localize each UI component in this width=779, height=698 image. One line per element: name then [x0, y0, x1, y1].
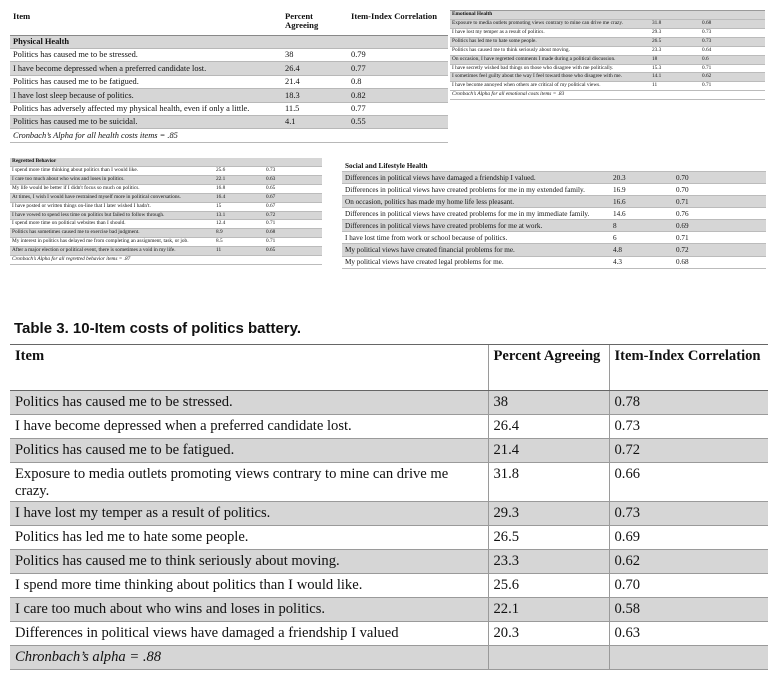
header-row — [10, 345, 768, 391]
emotional-health-table — [450, 10, 765, 100]
item-index-correlation: 0.73 — [264, 166, 322, 175]
item-text: Politics has caused me to be fatigued. — [10, 439, 488, 463]
item-text: I care too much about who wins and loses in politics. — [10, 175, 214, 184]
percent-agreeing: 14.6 — [610, 208, 673, 220]
section-row — [342, 160, 766, 172]
cronbach-alpha: Cronbach’s Alpha for all health costs items = .85 — [10, 129, 448, 142]
item-text: Exposure to media outlets promoting views contrary to mine can drive me crazy. — [10, 463, 488, 502]
item-text: I have lost time from work or school because of politics. — [342, 232, 610, 244]
item-text: My interest in politics has delayed me from completing an assignment, task, or job. — [10, 238, 214, 247]
table-row — [450, 37, 765, 46]
item-index-correlation: 0.71 — [264, 220, 322, 229]
percent-agreeing: 29.3 — [650, 28, 700, 37]
table-row — [342, 256, 766, 268]
percent-agreeing: 22.1 — [488, 598, 609, 622]
item-index-correlation: 0.73 — [609, 502, 768, 526]
section-title: Physical Health — [10, 35, 448, 48]
percent-agreeing: 26.5 — [650, 37, 700, 46]
empty-cell — [609, 646, 768, 670]
item-index-correlation: 0.71 — [700, 64, 765, 73]
table-row — [450, 73, 765, 82]
alpha-row — [10, 129, 448, 142]
item-text: I spend more time thinking about politics than I would like. — [10, 574, 488, 598]
item-index-correlation: 0.71 — [673, 232, 766, 244]
percent-agreeing: 22.1 — [214, 175, 264, 184]
percent-agreeing: 8 — [610, 220, 673, 232]
percent-agreeing: 31.8 — [488, 463, 609, 502]
table3-title: Table 3. 10-Item costs of politics battery. — [14, 320, 302, 337]
item-text: Differences in political views have damaged a friendship I valued — [10, 622, 488, 646]
cronbach-alpha: Cronbach’s Alpha for all emotional costs items = .83 — [450, 91, 765, 100]
alpha-row — [10, 256, 322, 265]
percent-agreeing: 20.3 — [488, 622, 609, 646]
section-title: Emotional Health — [450, 11, 765, 19]
item-index-correlation: 0.70 — [673, 172, 766, 184]
emotional-health-body — [450, 11, 765, 100]
item-index-correlation: 0.73 — [609, 415, 768, 439]
item-index-correlation: 0.67 — [264, 202, 322, 211]
item-index-correlation: 0.77 — [348, 62, 448, 75]
item-index-correlation: 0.69 — [609, 526, 768, 550]
physical-health-table — [10, 10, 448, 143]
item-text: I have lost my temper as a result of politics. — [450, 28, 650, 37]
percent-agreeing: 20.3 — [610, 172, 673, 184]
table-row — [10, 202, 322, 211]
table-row — [450, 19, 765, 28]
item-index-correlation: 0.72 — [673, 244, 766, 256]
item-index-correlation: 0.68 — [264, 229, 322, 238]
percent-agreeing: 18.3 — [282, 89, 348, 102]
percent-agreeing: 25.6 — [214, 166, 264, 175]
percent-agreeing: 16.6 — [610, 196, 673, 208]
item-index-correlation: 0.69 — [673, 220, 766, 232]
percent-agreeing: 4.8 — [610, 244, 673, 256]
item-text: After a major election or political event, there is sometimes a void in my life. — [10, 247, 214, 256]
item-text: I have become depressed when a preferred candidate lost. — [10, 415, 488, 439]
item-index-correlation: 0.63 — [609, 622, 768, 646]
table3 — [10, 344, 768, 670]
percent-agreeing: 11.5 — [282, 102, 348, 115]
header-item-index-correlation: Item-Index Correlation — [609, 345, 768, 391]
table3-body — [10, 345, 768, 670]
table-row — [10, 415, 768, 439]
table-row — [10, 550, 768, 574]
table-row — [10, 391, 768, 415]
table-row — [342, 184, 766, 196]
item-text: My life would be better if I didn't focus so much on politics. — [10, 184, 214, 193]
item-text: I spend more time thinking about politics than I would like. — [10, 166, 214, 175]
item-text: Politics has caused me to think seriously about moving. — [450, 46, 650, 55]
item-index-correlation: 0.72 — [609, 439, 768, 463]
cronbach-alpha: Cronbach’s Alpha for all regretted behavior items = .87 — [10, 256, 322, 265]
item-index-correlation: 0.6 — [700, 55, 765, 64]
table-row — [10, 502, 768, 526]
table-row — [10, 166, 322, 175]
item-text: I have vowed to spend less time on politics but failed to follow through. — [10, 211, 214, 220]
item-index-correlation: 0.73 — [700, 28, 765, 37]
table-row — [342, 196, 766, 208]
section-row — [450, 11, 765, 19]
percent-agreeing: 29.3 — [488, 502, 609, 526]
percent-agreeing: 38 — [282, 48, 348, 61]
table-row — [10, 89, 448, 102]
percent-agreeing: 38 — [488, 391, 609, 415]
table-row — [342, 244, 766, 256]
percent-agreeing: 4.3 — [610, 256, 673, 268]
item-index-correlation: 0.73 — [700, 37, 765, 46]
item-text: I have posted or written things on-line that I later wished I hadn't. — [10, 202, 214, 211]
item-index-correlation: 0.64 — [700, 46, 765, 55]
table-row — [10, 48, 448, 61]
item-text: On occasion, I have regretted comments I made during a political discussion. — [450, 55, 650, 64]
percent-agreeing: 26.4 — [488, 415, 609, 439]
item-index-correlation: 0.62 — [700, 73, 765, 82]
item-index-correlation: 0.71 — [700, 82, 765, 91]
percent-agreeing: 4.1 — [282, 115, 348, 128]
alpha-row — [450, 91, 765, 100]
cronbach-alpha: Chronbach’s alpha = .88 — [10, 646, 488, 670]
regretted-behavior-table — [10, 158, 322, 265]
header-percent-agreeing: Percent Agreeing — [488, 345, 609, 391]
section-row — [10, 35, 448, 48]
item-index-correlation: 0.62 — [609, 550, 768, 574]
table-row — [10, 193, 322, 202]
percent-agreeing: 16.9 — [610, 184, 673, 196]
item-index-correlation: 0.77 — [348, 102, 448, 115]
percent-agreeing: 8.5 — [214, 238, 264, 247]
table-row — [10, 526, 768, 550]
alpha-row — [10, 646, 768, 670]
percent-agreeing: 16.4 — [214, 193, 264, 202]
item-index-correlation: 0.66 — [609, 463, 768, 502]
item-index-correlation: 0.70 — [609, 574, 768, 598]
table-row — [10, 62, 448, 75]
item-text: My political views have created financial problems for me. — [342, 244, 610, 256]
percent-agreeing: 13.1 — [214, 211, 264, 220]
item-index-correlation: 0.65 — [264, 247, 322, 256]
percent-agreeing: 11 — [214, 247, 264, 256]
item-text: Politics has caused me to be stressed. — [10, 48, 282, 61]
table-row — [10, 439, 768, 463]
item-index-correlation: 0.58 — [609, 598, 768, 622]
table-row — [342, 220, 766, 232]
section-row — [10, 158, 322, 166]
item-index-correlation: 0.71 — [673, 196, 766, 208]
social-lifestyle-table — [342, 160, 766, 269]
percent-agreeing: 6 — [610, 232, 673, 244]
item-text: I have become annoyed when others are critical of my political views. — [450, 82, 650, 91]
item-text: I sometimes feel guilty about the way I feel toward those who disagree with me. — [450, 73, 650, 82]
table-row — [450, 64, 765, 73]
percent-agreeing: 16.8 — [214, 184, 264, 193]
item-text: I care too much about who wins and loses in politics. — [10, 598, 488, 622]
table-row — [10, 211, 322, 220]
percent-agreeing: 12.4 — [214, 220, 264, 229]
table-row — [450, 46, 765, 55]
item-index-correlation: 0.65 — [264, 184, 322, 193]
table-row — [10, 574, 768, 598]
item-text: Exposure to media outlets promoting views contrary to mine can drive me crazy. — [450, 19, 650, 28]
item-text: I have lost sleep because of politics. — [10, 89, 282, 102]
item-text: Politics has led me to hate some people. — [450, 37, 650, 46]
percent-agreeing: 18 — [650, 55, 700, 64]
table-row — [10, 220, 322, 229]
item-index-correlation: 0.70 — [673, 184, 766, 196]
table-row — [450, 55, 765, 64]
physical-health-body — [10, 10, 448, 142]
item-text: Politics has caused me to think seriously about moving. — [10, 550, 488, 574]
item-text: At times, I wish I would have restrained myself more in political conversations. — [10, 193, 214, 202]
table-row — [10, 75, 448, 88]
table-row — [10, 229, 322, 238]
regretted-behavior-body — [10, 158, 322, 265]
item-text: Politics has adversely affected my physical health, even if only a little. — [10, 102, 282, 115]
percent-agreeing: 31.8 — [650, 19, 700, 28]
item-text: I have secretly wished bad things on those who disagree with me politically. — [450, 64, 650, 73]
header-item: Item — [10, 10, 282, 35]
item-text: Politics has sometimes caused me to exercise bad judgment. — [10, 229, 214, 238]
header-item: Item — [10, 345, 488, 391]
table-row — [10, 184, 322, 193]
item-text: Politics has led me to hate some people. — [10, 526, 488, 550]
item-index-correlation: 0.55 — [348, 115, 448, 128]
percent-agreeing: 23.3 — [650, 46, 700, 55]
table-row — [10, 175, 322, 184]
item-index-correlation: 0.68 — [700, 19, 765, 28]
item-text: Politics has caused me to be suicidal. — [10, 115, 282, 128]
item-index-correlation: 0.72 — [264, 211, 322, 220]
percent-agreeing: 21.4 — [282, 75, 348, 88]
percent-agreeing: 15 — [214, 202, 264, 211]
percent-agreeing: 15.3 — [650, 64, 700, 73]
item-index-correlation: 0.67 — [264, 193, 322, 202]
section-title: Regretted Behavior — [10, 158, 322, 166]
table-row — [10, 247, 322, 256]
percent-agreeing: 11 — [650, 82, 700, 91]
table-row — [342, 232, 766, 244]
item-text: I spend more time on political websites than I should. — [10, 220, 214, 229]
item-index-correlation: 0.76 — [673, 208, 766, 220]
percent-agreeing: 26.5 — [488, 526, 609, 550]
table-row — [10, 115, 448, 128]
table-row — [10, 102, 448, 115]
item-text: Differences in political views have created problems for me at work. — [342, 220, 610, 232]
table-row — [342, 172, 766, 184]
header-item-index-correlation: Item-Index Correlation — [348, 10, 448, 35]
percent-agreeing: 8.9 — [214, 229, 264, 238]
empty-cell — [488, 646, 609, 670]
table-row — [10, 622, 768, 646]
item-index-correlation: 0.71 — [264, 238, 322, 247]
percent-agreeing: 25.6 — [488, 574, 609, 598]
table-row — [10, 598, 768, 622]
table-row — [450, 28, 765, 37]
item-index-correlation: 0.63 — [264, 175, 322, 184]
percent-agreeing: 14.1 — [650, 73, 700, 82]
item-index-correlation: 0.79 — [348, 48, 448, 61]
item-index-correlation: 0.78 — [609, 391, 768, 415]
header-percent-agreeing: Percent Agreeing — [282, 10, 348, 35]
item-text: Differences in political views have created problems for me in my immediate family. — [342, 208, 610, 220]
item-text: Differences in political views have damaged a friendship I valued. — [342, 172, 610, 184]
table-row — [10, 238, 322, 247]
item-text: I have become depressed when a preferred candidate lost. — [10, 62, 282, 75]
item-text: Politics has caused me to be fatigued. — [10, 75, 282, 88]
percent-agreeing: 23.3 — [488, 550, 609, 574]
table-row — [342, 208, 766, 220]
item-text: Politics has caused me to be stressed. — [10, 391, 488, 415]
item-index-correlation: 0.8 — [348, 75, 448, 88]
percent-agreeing: 21.4 — [488, 439, 609, 463]
item-text: Differences in political views have created problems for me in my extended family. — [342, 184, 610, 196]
item-text: On occasion, politics has made my home life less pleasant. — [342, 196, 610, 208]
table-row — [450, 82, 765, 91]
social-lifestyle-body — [342, 160, 766, 268]
item-index-correlation: 0.82 — [348, 89, 448, 102]
item-text: I have lost my temper as a result of politics. — [10, 502, 488, 526]
header-row — [10, 10, 448, 35]
item-text: My political views have created legal problems for me. — [342, 256, 610, 268]
item-index-correlation: 0.68 — [673, 256, 766, 268]
percent-agreeing: 26.4 — [282, 62, 348, 75]
section-title: Social and Lifestyle Health — [342, 160, 766, 172]
table-row — [10, 463, 768, 502]
